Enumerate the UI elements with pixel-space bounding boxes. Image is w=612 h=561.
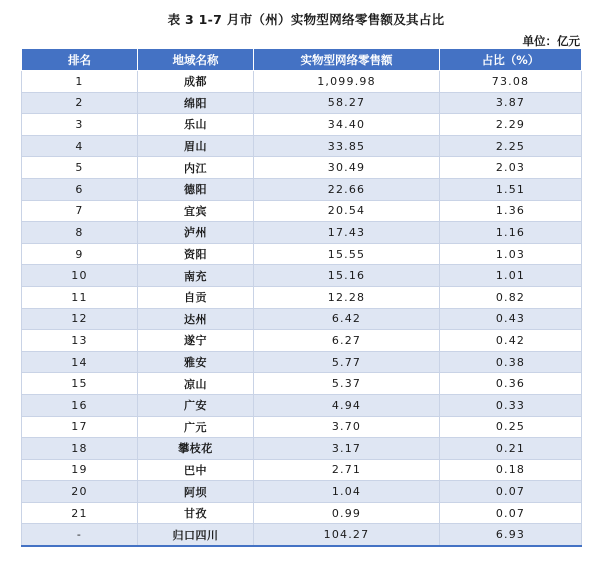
cell-share: 1.03 [440, 243, 582, 265]
table-title: 表 3 1-7 月市（州）实物型网络零售额及其占比 [167, 12, 445, 27]
cell-sales: 2.71 [254, 459, 440, 481]
header-rank: 排名 [22, 49, 138, 71]
cell-rank: 18 [22, 438, 138, 460]
cell-share: 0.33 [440, 394, 582, 416]
cell-rank: 5 [22, 157, 138, 179]
cell-region: 凉山 [138, 373, 254, 395]
unit-label: 单位：亿元 [522, 34, 580, 48]
cell-share: 0.21 [440, 438, 582, 460]
table-row [22, 438, 582, 460]
table-row [22, 200, 582, 222]
table-row [22, 157, 582, 179]
cell-sales: 0.99 [254, 502, 440, 524]
cell-share: 2.29 [440, 114, 582, 136]
cell-rank: 16 [22, 394, 138, 416]
cell-sales: 6.42 [254, 308, 440, 330]
cell-rank: 21 [22, 502, 138, 524]
cell-sales: 12.28 [254, 286, 440, 308]
cell-sales: 5.37 [254, 373, 440, 395]
table-row [22, 243, 582, 265]
cell-sales: 15.16 [254, 265, 440, 287]
table-row [22, 351, 582, 373]
cell-share: 6.93 [440, 524, 582, 546]
cell-region: 乐山 [138, 114, 254, 136]
cell-sales: 22.66 [254, 178, 440, 200]
cell-region: 广安 [138, 394, 254, 416]
cell-rank: 15 [22, 373, 138, 395]
cell-rank: 1 [22, 71, 138, 93]
table-row [22, 481, 582, 503]
cell-rank: 4 [22, 135, 138, 157]
cell-region: 自贡 [138, 286, 254, 308]
cell-rank: 11 [22, 286, 138, 308]
cell-sales: 3.17 [254, 438, 440, 460]
cell-region: 阿坝 [138, 481, 254, 503]
cell-rank: 6 [22, 178, 138, 200]
cell-sales: 5.77 [254, 351, 440, 373]
cell-region: 归口四川 [138, 524, 254, 546]
cell-share: 0.18 [440, 459, 582, 481]
table-row [22, 416, 582, 438]
cell-sales: 1,099.98 [254, 71, 440, 93]
cell-region: 雅安 [138, 351, 254, 373]
cell-region: 资阳 [138, 243, 254, 265]
cell-share: 0.36 [440, 373, 582, 395]
cell-region: 巴中 [138, 459, 254, 481]
cell-sales: 34.40 [254, 114, 440, 136]
table-row [22, 286, 582, 308]
cell-rank: 12 [22, 308, 138, 330]
cell-sales: 104.27 [254, 524, 440, 546]
cell-sales: 1.04 [254, 481, 440, 503]
cell-region: 遂宁 [138, 330, 254, 352]
header-share: 占比（%） [440, 49, 582, 71]
cell-sales: 20.54 [254, 200, 440, 222]
cell-sales: 3.70 [254, 416, 440, 438]
cell-rank: 19 [22, 459, 138, 481]
cell-sales: 58.27 [254, 92, 440, 114]
cell-region: 南充 [138, 265, 254, 287]
table-header-row [22, 49, 582, 71]
cell-rank: - [22, 524, 138, 546]
table-row [22, 222, 582, 244]
cell-region: 成都 [138, 71, 254, 93]
cell-share: 0.25 [440, 416, 582, 438]
table-row [22, 394, 582, 416]
table-row [22, 178, 582, 200]
cell-sales: 33.85 [254, 135, 440, 157]
cell-share: 73.08 [440, 71, 582, 93]
cell-rank: 3 [22, 114, 138, 136]
cell-rank: 20 [22, 481, 138, 503]
cell-rank: 10 [22, 265, 138, 287]
cell-share: 0.07 [440, 481, 582, 503]
cell-region: 达州 [138, 308, 254, 330]
table-row [22, 114, 582, 136]
table-row [22, 524, 582, 546]
table-row [22, 265, 582, 287]
cell-rank: 8 [22, 222, 138, 244]
table-row [22, 373, 582, 395]
cell-share: 0.42 [440, 330, 582, 352]
cell-region: 广元 [138, 416, 254, 438]
header-sales: 实物型网络零售额 [254, 49, 440, 71]
cell-rank: 7 [22, 200, 138, 222]
header-region: 地域名称 [138, 49, 254, 71]
table-row [22, 135, 582, 157]
cell-share: 0.07 [440, 502, 582, 524]
cell-region: 宜宾 [138, 200, 254, 222]
table-row [22, 71, 582, 93]
cell-share: 3.87 [440, 92, 582, 114]
cell-sales: 17.43 [254, 222, 440, 244]
cell-share: 0.38 [440, 351, 582, 373]
table-body [22, 71, 582, 547]
cell-rank: 2 [22, 92, 138, 114]
cell-region: 攀枝花 [138, 438, 254, 460]
cell-rank: 13 [22, 330, 138, 352]
cell-rank: 17 [22, 416, 138, 438]
cell-sales: 15.55 [254, 243, 440, 265]
cell-share: 0.82 [440, 286, 582, 308]
table-row [22, 459, 582, 481]
table-row [22, 92, 582, 114]
cell-share: 1.36 [440, 200, 582, 222]
cell-share: 1.51 [440, 178, 582, 200]
cell-rank: 9 [22, 243, 138, 265]
cell-sales: 30.49 [254, 157, 440, 179]
cell-rank: 14 [22, 351, 138, 373]
cell-sales: 4.94 [254, 394, 440, 416]
cell-region: 德阳 [138, 178, 254, 200]
sales-table [21, 48, 582, 547]
cell-region: 内江 [138, 157, 254, 179]
cell-share: 0.43 [440, 308, 582, 330]
table-row [22, 502, 582, 524]
cell-share: 1.01 [440, 265, 582, 287]
cell-region: 绵阳 [138, 92, 254, 114]
cell-region: 甘孜 [138, 502, 254, 524]
cell-share: 2.25 [440, 135, 582, 157]
cell-region: 泸州 [138, 222, 254, 244]
table-row [22, 308, 582, 330]
cell-share: 1.16 [440, 222, 582, 244]
cell-region: 眉山 [138, 135, 254, 157]
cell-sales: 6.27 [254, 330, 440, 352]
cell-share: 2.03 [440, 157, 582, 179]
table-row [22, 330, 582, 352]
